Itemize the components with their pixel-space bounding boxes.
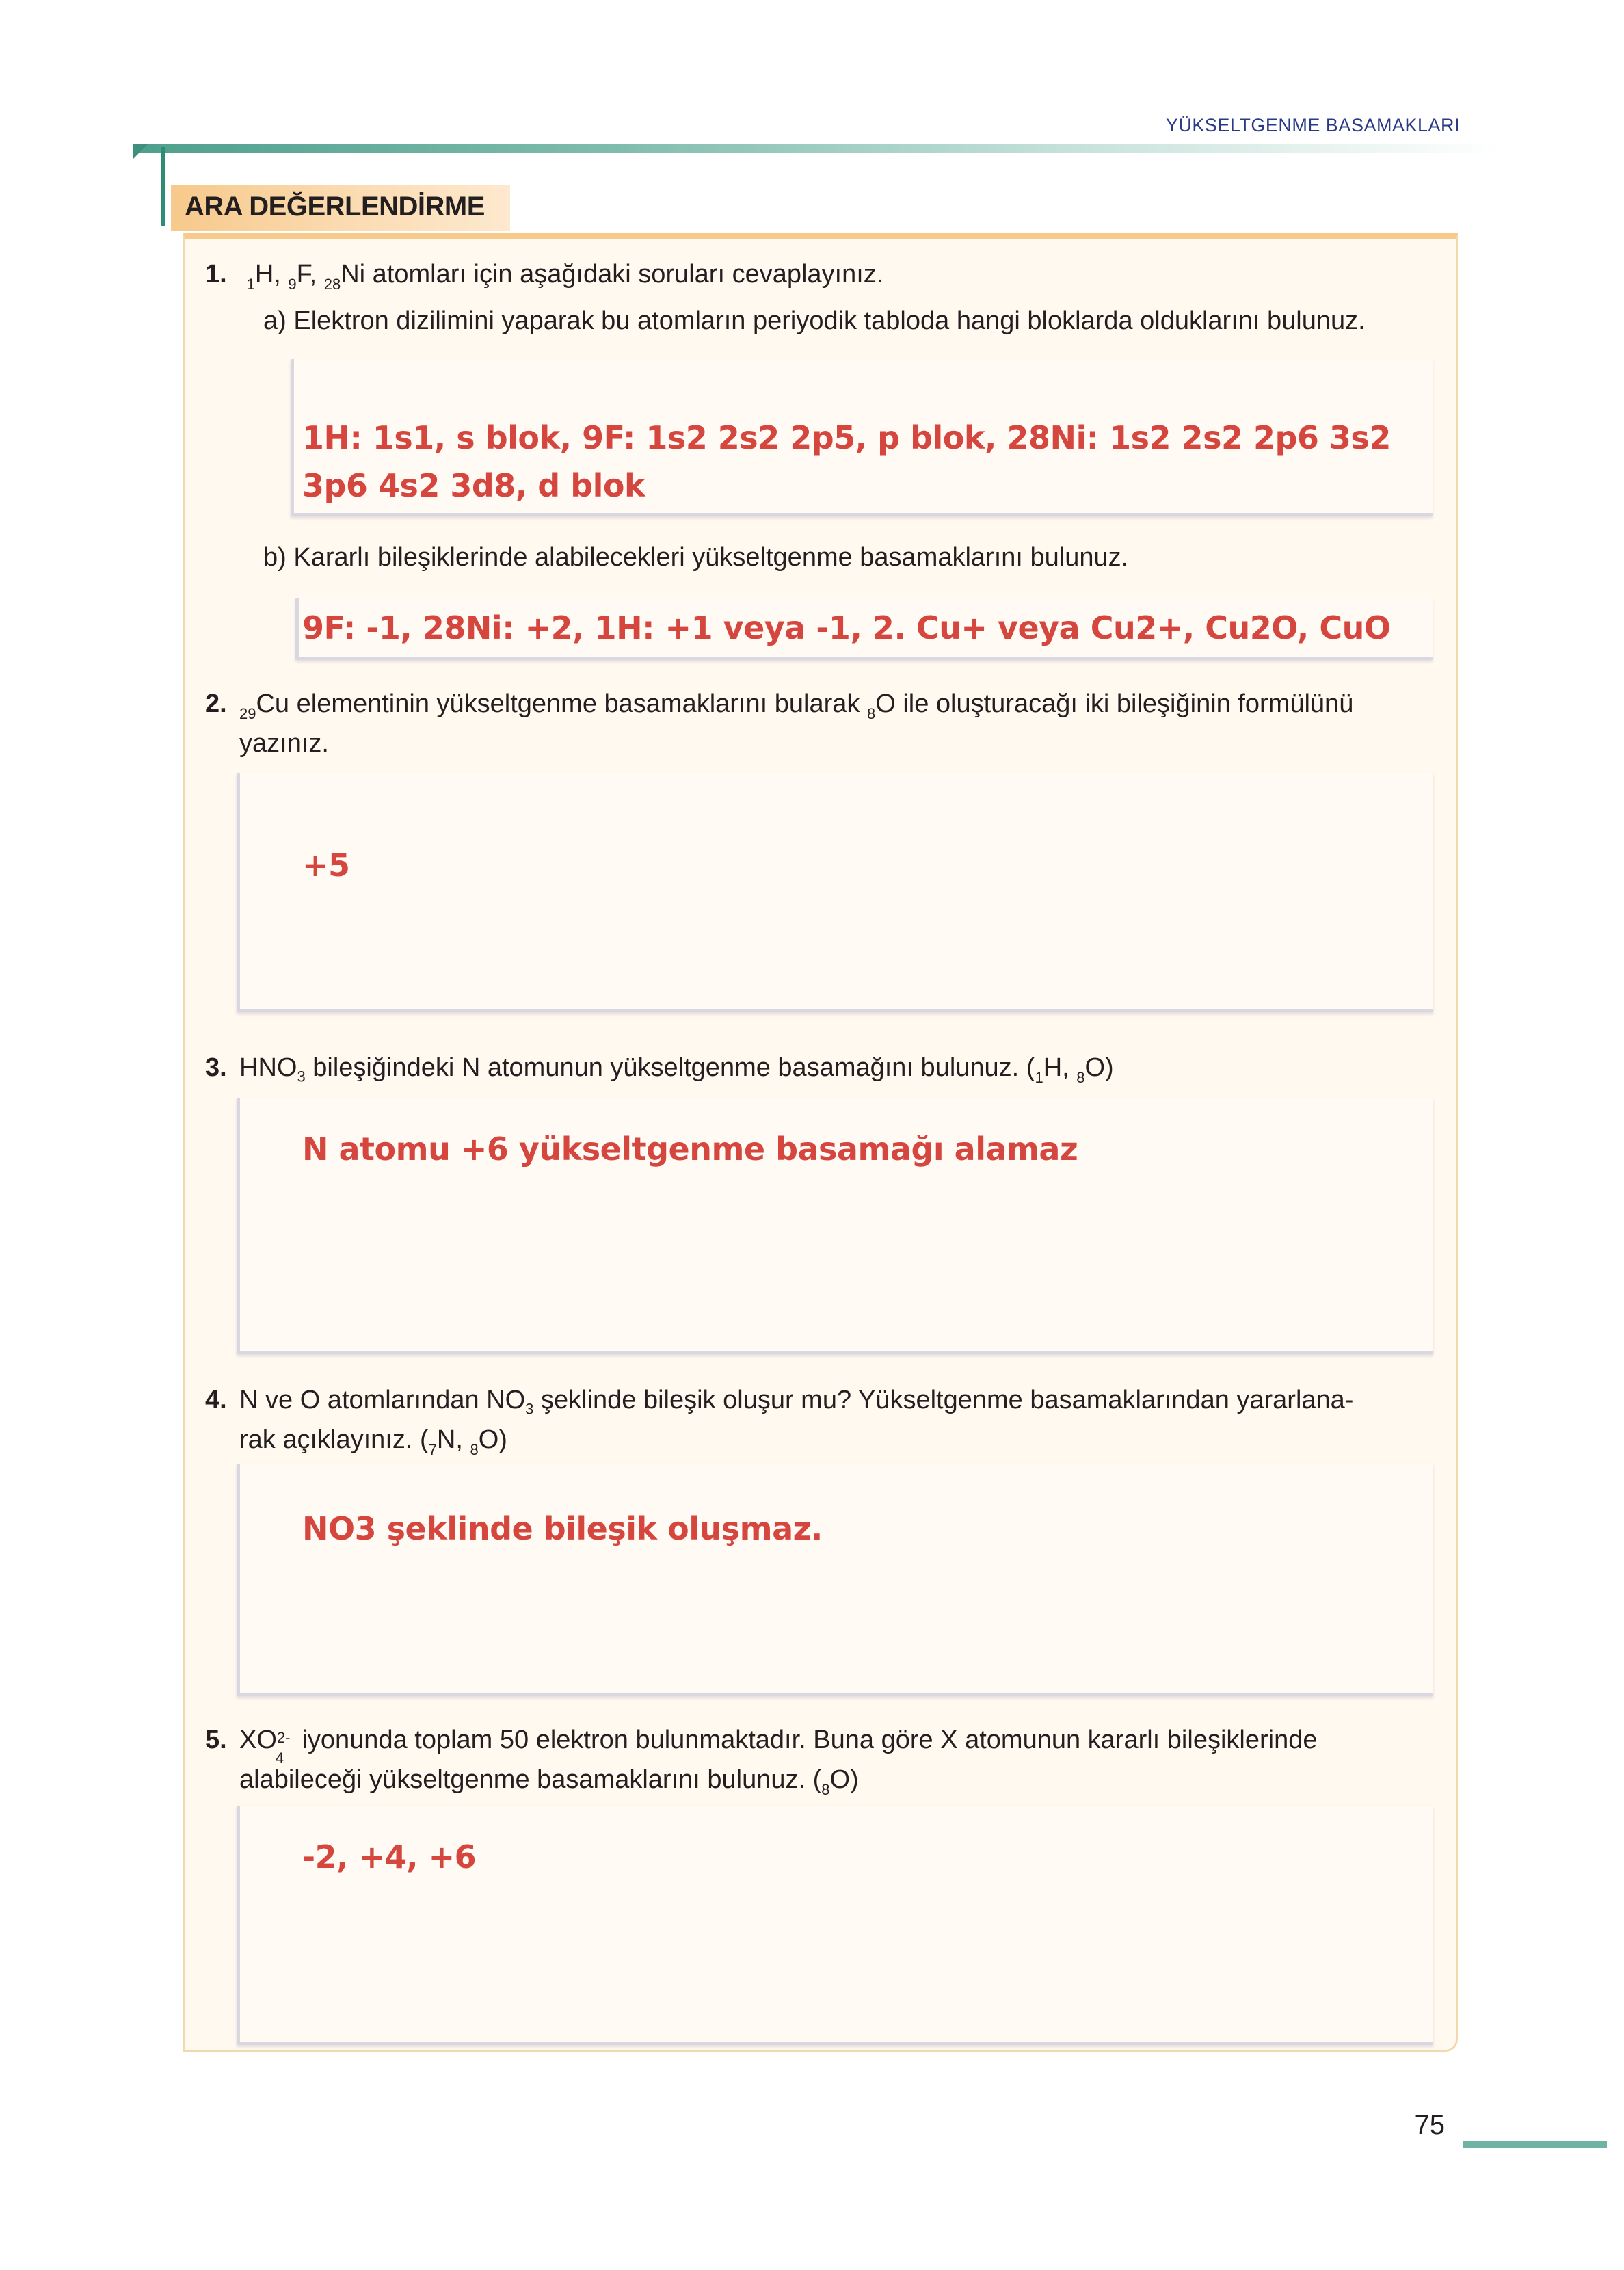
question-number: 1. <box>205 260 227 289</box>
question-4: 4. N ve O atomlarından $NO_3$ şeklinde bileşik oluşur mu? Yükseltgenme basamaklarından yararlana- <box>205 1380 1443 1420</box>
page-number: 75 <box>1414 2110 1445 2140</box>
question-5: 5. XO 2- 4 iyonunda toplam 50 elektron bulunmaktadır. Buna göre X atomunun kararlı bileşiklerinde <box>205 1720 1443 1760</box>
footer-rule <box>1463 2141 1607 2148</box>
answer-1a: 1H: 1s1, s blok, 9F: 1s2 2s2 2p5, p blok, 28Ni: 1s2 2s2 2p6 3s2 3p6 4s2 3d8, d blok <box>302 419 1391 504</box>
section-vertical-bar <box>161 147 165 226</box>
question-3: 3. $HNO_3$ bileşiğindeki N atomunun yükseltgenme basamağını bulunuz. ($_1H$, $_8$O) <box>205 1048 1436 1091</box>
answer-3: N atomu +6 yükseltgenme basamağı alamaz <box>302 1131 1078 1167</box>
running-head-title: YÜKSELTGENME BASAMAKLARI <box>1165 115 1460 135</box>
question-number: 5. <box>205 1726 227 1754</box>
answer-box-4 <box>237 1464 1433 1696</box>
question-number: 2. <box>205 689 227 718</box>
question-1-part-b: b) Kararlı bileşiklerinde alabilecekleri yükseltgenme basamaklarını bulunuz. <box>263 543 1129 572</box>
top-decorative-rule <box>133 144 1501 153</box>
question-number: 3. <box>205 1053 227 1082</box>
question-2-line-2: yazınız. <box>239 729 329 758</box>
question-number: 4. <box>205 1386 227 1414</box>
top-rule-corner <box>133 144 148 159</box>
answer-4: NO3 şeklinde bileşik oluşmaz. <box>302 1510 823 1547</box>
answer-2: +5 <box>302 847 350 884</box>
question-1-part-a: a) Elektron dizilimini yaparak bu atomların periyodik tabloda hangi bloklarda olduklarını bulunuz. <box>263 306 1366 335</box>
section-title: ARA DEĞERLENDİRME <box>185 192 485 222</box>
question-2: 2. $_{29}$Cu elementinin yükseltgenme basamaklarını bularak $_8$O ile oluşturacağı iki bileşiğinin formülünü <box>205 684 1436 727</box>
answer-box-2 <box>237 773 1433 1012</box>
question-4-line-2: rak açıklayınız. ($_7N$, $_8$O) <box>239 1425 507 1458</box>
answer-5: -2, +4, +6 <box>302 1838 477 1875</box>
question-5-line-2: alabileceği yükseltgenme basamaklarını bulunuz. $(_8O)$ <box>239 1765 859 1798</box>
answer-1b: 9F: -1, 28Ni: +2, 1H: +1 veya -1, 2. Cu+ veya Cu2+, Cu2O, CuO <box>302 609 1391 646</box>
question-1: 1. $_1$H, $_9$F, $_{28}$Ni atomları için aşağıdaki soruları cevaplayınız. <box>205 254 883 298</box>
